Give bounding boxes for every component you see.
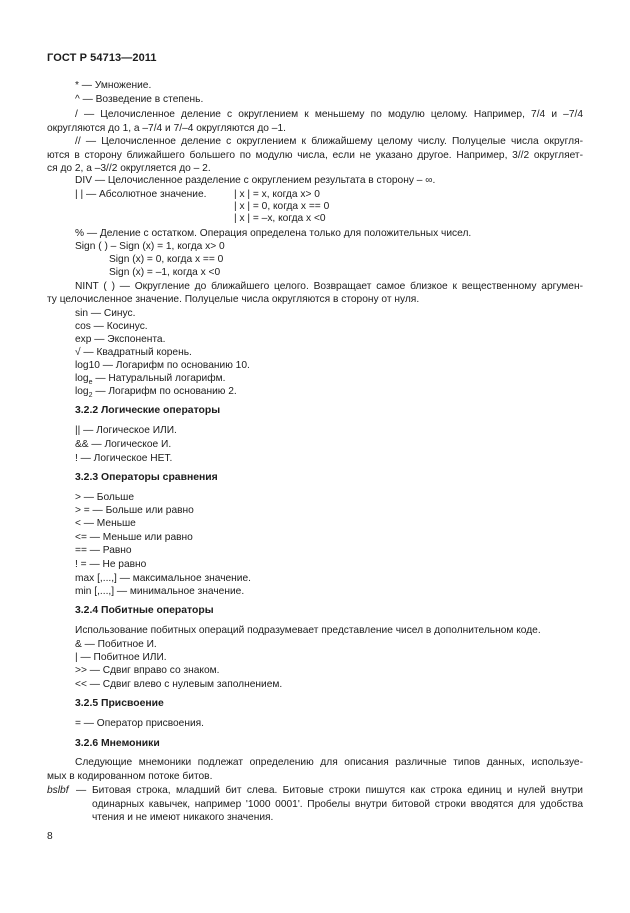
op-logical-not: ! — Логическое НЕТ. [75,453,173,464]
bitwise-intro: Использование побитных операций подразумевает представление чисел в дополнительном коде. [75,625,541,636]
op-abs-label: | | — Абсолютное значение. [75,189,207,200]
op-abs-case-zero: | x | = 0, когда x == 0 [234,201,330,212]
op-greater: > — Больше [75,492,135,503]
document-header: ГОСТ Р 54713—2011 [47,52,157,64]
op-round-div-line-2: ются в сторону ближайшего большего по модулю числа, если не указано другое. Например, 3//2 округляет- [47,150,583,161]
op-max: max [,...,] — максимальное значение. [75,573,251,584]
mnemonic-def-line-1: Битовая строка, младший бит слева. Битовые строки пишутся как строка единиц и нулей внутри [92,785,583,796]
op-equal: == — Равно [75,545,132,556]
op-loge: $\log_e$ — Натуральный логарифм. [75,373,226,387]
op-shift-left: << — Сдвиг влево с нулевым заполнением. [75,679,283,690]
op-sign-line-2: Sign (x) = 0, когда x == 0 [109,254,224,265]
op-greater-equal: > = — Больше или равно [75,505,194,516]
mnemonic-term-bslbf: bslbf [47,785,69,796]
op-log2: $\log_2$ — Логарифм по основанию 2. [75,386,237,400]
mnemonic-def-line-2: одинарных кавычек, например '1000 0001'. Пробелы внутри битовой строки вводятся для удобства [92,799,583,810]
op-multiply: * — Умножение. [75,80,152,91]
mnemonic-dash: — [76,785,87,796]
op-round-div-line-1: // — Целочисленное деление с округлением к ближайшему целому числу. Полуцелые числа округля- [75,136,583,147]
mnemonic-def-line-3: чтения и не имеют никакого значения. [92,812,274,823]
op-logical-and: && — Логическое И. [75,439,172,450]
op-log10: log10 — Логарифм по основанию 10. [75,360,250,371]
mnemonics-intro-line-2: мых в кодированном потоке битов. [47,771,213,782]
op-sign-line-3: Sign (x) = –1, когда x <0 [109,267,221,278]
op-abs-case-negative: | x | = –x, когда x <0 [234,213,326,224]
section-title-bitwise: 3.2.4 Побитные операторы [75,605,214,616]
op-div: DIV — Целочисленное разделение с округлением результата в сторону – ∞. [75,175,436,186]
op-min: min [,...,] — минимальное значение. [75,586,245,597]
op-int-div-line-2: округляются до 1, а –7/4 и 7/–4 округляются до –1. [47,123,286,134]
op-logical-or: || — Логическое ИЛИ. [75,425,177,436]
op-exp: exp — Экспонента. [75,334,166,345]
mnemonics-intro-line-1: Следующие мнемоники подлежат определению для описания различные типов данных, используе- [75,757,583,768]
op-bit-and: & — Побитное И. [75,639,157,650]
op-nint-line-2: ту целочисленное значение. Полуцелые числа округляются в сторону от нуля. [47,294,420,305]
op-not-equal: ! = — Не равно [75,559,147,570]
op-assign: = — Оператор присвоения. [75,718,204,729]
op-round-div-line-3: ся до 2, а –3//2 округляется до – 2. [47,163,211,174]
op-int-div-line-1: / — Целочисленное деление с округлением к меньшему по модулю целому. Например, 7/4 и –7/4 [75,109,583,120]
op-sqrt: √ — Квадратный корень. [75,347,192,358]
op-abs-case-positive: | x | = x, когда x> 0 [234,189,320,200]
op-nint-line-1: NINT ( ) — Округление до ближайшего целого. Возвращает самое близкое к вещественному аргумен- [75,281,583,292]
section-title-comparison: 3.2.3 Операторы сравнения [75,472,218,483]
op-cos: cos — Косинус. [75,321,148,332]
op-power: ^ — Возведение в степень. [75,94,204,105]
op-less-equal: <= — Меньше или равно [75,532,193,543]
section-title-mnemonics: 3.2.6 Мнемоники [75,738,160,749]
op-shift-right: >> — Сдвиг вправо со знаком. [75,665,220,676]
op-less: < — Меньше [75,518,136,529]
section-title-logical: 3.2.2 Логические операторы [75,405,221,416]
page-number: 8 [47,831,53,842]
op-mod: % — Деление с остатком. Операция определена только для положительных чисел. [75,228,472,239]
op-sign-line-1: Sign ( ) – Sign (x) = 1, когда x> 0 [75,241,225,252]
section-title-assignment: 3.2.5 Присвоение [75,698,164,709]
op-sin: sin — Синус. [75,308,136,319]
op-bit-or: | — Побитное ИЛИ. [75,652,167,663]
